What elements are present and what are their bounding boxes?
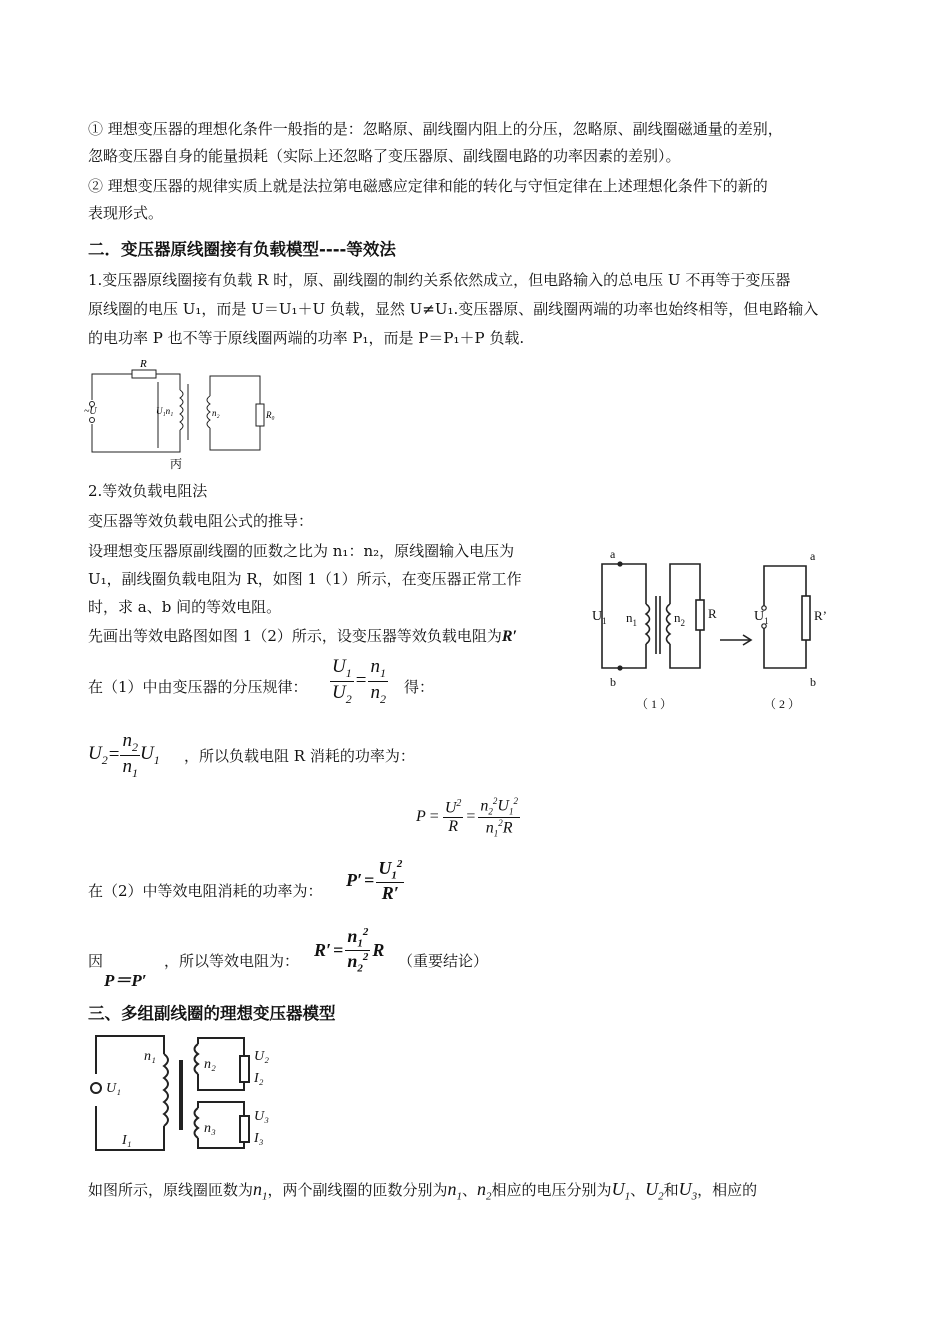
s1-line2: 原线圈的电压 U₁，而是 U＝U₁＋U 负载，显然 U≠U₁.变压器原、副线圈两端的功率也始终相等，但电路输入 bbox=[88, 300, 819, 318]
fig-bing-r-label: R bbox=[140, 358, 147, 370]
fig1-n2-label: $n_2$ bbox=[674, 610, 685, 628]
circuit-figure-1 bbox=[588, 544, 848, 716]
multi-u1-label: U₁ bbox=[106, 1081, 121, 1096]
fig1-a-label: a bbox=[610, 547, 616, 561]
fig1-b2-label: b bbox=[810, 675, 816, 689]
section-heading-2: 二．变压器原线圈接有负载模型----等效法 bbox=[88, 240, 396, 259]
eq2-post-text: ，所以负载电阻 R 消耗的功率为： bbox=[184, 747, 415, 765]
eq5-post-text: （重要结论） bbox=[398, 952, 489, 970]
para2-line2: 表现形式。 bbox=[88, 204, 164, 222]
multi-i1-label: I₁ bbox=[122, 1133, 132, 1148]
fig1-u1-label: $U_1$ bbox=[592, 609, 607, 626]
eq1-formula: $\frac{U_1}{U_2}$ = $\frac{n_1}{n_2}$ bbox=[332, 656, 386, 706]
last-line: 如图所示，原线圈匝数为$n_1$，两个副线圈的匝数分别为$n_1$、$n_2$相应的电压分别为$U_1$、$U_2$和$U_3$，相应的 bbox=[88, 1179, 758, 1203]
multi-u2-label: U₂ bbox=[254, 1049, 269, 1064]
fig1-caption-1: （ 1 ） bbox=[636, 697, 673, 711]
fig-bing-r0-label: R₀ bbox=[266, 410, 275, 420]
eq2-formula: $U_2$ = $\frac{n_2}{n_1}$ $U_1$ bbox=[88, 730, 160, 780]
fig1-a2-label: a bbox=[810, 549, 816, 563]
s1-line1: 1.变压器原线圈接有负载 R 时，原、副线圈的制约关系依然成立，但电路输入的总电压 U 不再等于变压器 bbox=[88, 271, 791, 289]
multi-i3-label: I₃ bbox=[254, 1131, 264, 1146]
last-line-a: 如图所示，原线圈匝数为 bbox=[88, 1181, 254, 1199]
eq1-post-text: 得： bbox=[404, 678, 435, 696]
eq4-pre-text: 在（2）中等效电阻消耗的功率为： bbox=[88, 882, 323, 900]
eq5-mid-text: ，所以等效电阻为： bbox=[164, 952, 300, 970]
eq4-formula: P′ = $\frac{U_1^2}{R'}$ bbox=[346, 858, 403, 903]
circuit-figure-multi-coil bbox=[86, 1030, 286, 1160]
fig1-u1b-label: $U_1$ bbox=[754, 609, 769, 626]
last-line-b: ，两个副线圈的匝数分别为 bbox=[267, 1181, 448, 1199]
s2-line1: 设理想变压器原副线圈的匝数之比为 n₁：n₂，原线圈输入电压为 bbox=[88, 542, 515, 560]
multi-u3-label: U₃ bbox=[254, 1109, 269, 1124]
eq1-pre-text: 在（1）中由变压器的分压规律： bbox=[88, 678, 308, 696]
section-heading-3: 三、多组副线圈的理想变压器模型 bbox=[88, 1004, 336, 1023]
multi-n2-label: n₂ bbox=[204, 1057, 216, 1072]
circuit-figure-bing bbox=[84, 356, 284, 474]
multi-n3-label: n₃ bbox=[204, 1121, 216, 1136]
fig1-rprime-label: R’ bbox=[814, 608, 827, 623]
multi-i2-label: I₂ bbox=[254, 1071, 264, 1086]
s2-sub: 变压器等效负载电阻公式的推导： bbox=[88, 512, 314, 530]
eq5-pre-text: 因 bbox=[88, 952, 104, 970]
s2-title: 2.等效负载电阻法 bbox=[88, 482, 208, 500]
fig1-b-label: b bbox=[610, 675, 616, 689]
eq5-formula: R′ = $\frac{n_1^2}{n_2^2}$ R bbox=[314, 926, 385, 975]
s1-line3: 的电功率 P 也不等于原线圈两端的功率 P₁，而是 P＝P₁＋P 负载. bbox=[88, 329, 525, 347]
fig-bing-u1n1-label: U₁n₁ bbox=[156, 406, 174, 416]
s2-line3: 时，求 a、b 间的等效电阻。 bbox=[88, 598, 282, 616]
fig1-caption-2: （ 2 ） bbox=[764, 697, 801, 711]
s2-line4-text: 先画出等效电路图如图 1（2）所示，设变压器等效负载电阻为 bbox=[88, 627, 502, 645]
para2-line1: ② 理想变压器的规律实质上就是法拉第电磁感应定律和能的转化与守恒定律在上述理想化条件下的新的 bbox=[88, 177, 768, 195]
fig-bing-n2-label: n₂ bbox=[212, 408, 220, 418]
last-line-c: 相应的电压分别为 bbox=[491, 1181, 612, 1199]
last-line-d: ，相应的 bbox=[697, 1181, 758, 1199]
eq3-formula: P = $\frac{U^2}{R}$ = $\frac{n_2^2U_1^2}{n_1^2R}$ bbox=[416, 796, 518, 839]
para1-line1: ① 理想变压器的理想化条件一般指的是：忽略原、副线圈内阻上的分压，忽略原、副线圈磁通量的差别， bbox=[88, 120, 783, 138]
fig-bing-source-label: ~U bbox=[84, 406, 97, 417]
fig1-r-label: R bbox=[708, 606, 717, 621]
r-prime-symbol: R′ bbox=[501, 628, 518, 645]
fig-bing-caption: 丙 bbox=[170, 457, 183, 471]
s2-line2: U₁，副线圈负载电阻为 R，如图 1（1）所示，在变压器正常工作 bbox=[88, 570, 522, 588]
fig1-n1-label: $n_1$ bbox=[626, 610, 637, 628]
s2-line4 bbox=[88, 623, 517, 650]
para1-line2: 忽略变压器自身的能量损耗（实际上还忽略了变压器原、副线圈电路的功率因素的差别）。 bbox=[88, 147, 681, 165]
eq5-condition: P＝P′ bbox=[104, 971, 147, 990]
multi-n1-label: n₁ bbox=[144, 1049, 156, 1064]
